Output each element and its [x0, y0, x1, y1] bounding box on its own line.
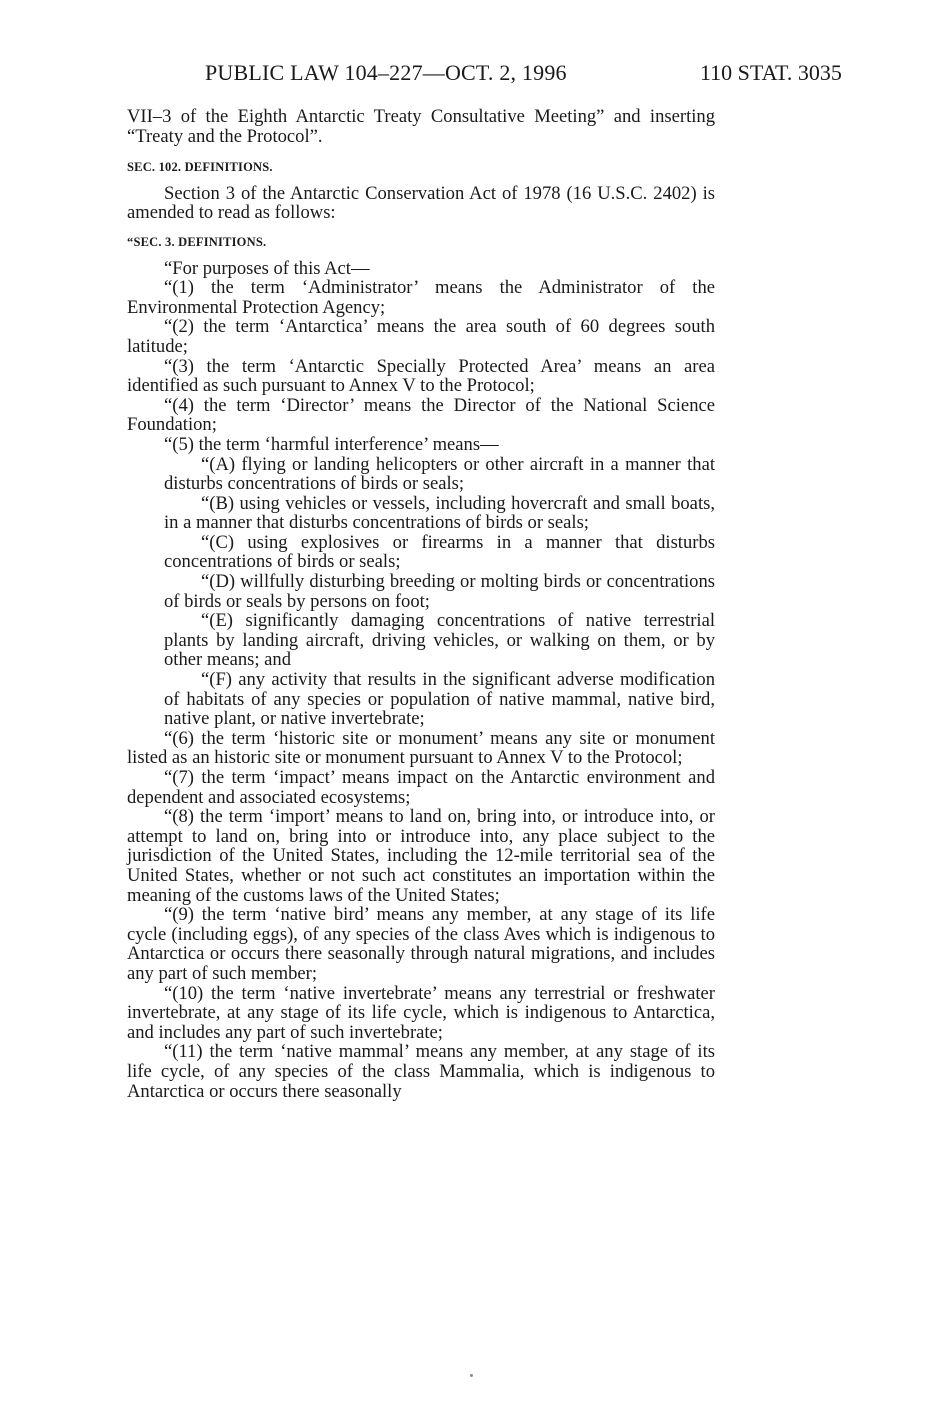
section-3-heading: “SEC. 3. DEFINITIONS. [127, 234, 267, 249]
section-102-heading: SEC. 102. DEFINITIONS. [127, 160, 273, 175]
statute-page-reference: 110 STAT. 3035 [700, 60, 842, 85]
definition-5-c: “(C) using explosives or firearms in a manner that disturbs concentrations of birds or seals; [164, 531, 715, 573]
definition-4: “(4) the term ‘Director’ means the Director of the National Science Foundation; [127, 394, 715, 436]
definition-2: “(2) the term ‘Antarctica’ means the area south of 60 degrees south latitude; [127, 316, 715, 357]
definition-1: “(1) the term ‘Administrator’ means the Administrator of the Environmental Protection Agency; [127, 277, 715, 318]
definition-5-b: “(B) using vehicles or vessels, including hovercraft and small boats, in a manner that disturbs concentrations of birds or seals; [164, 492, 715, 534]
definition-5-f: “(F) any activity that results in the significant adverse modification of habitats of any species or population of native mammal, native bird, native plant, or native invertebrate; [164, 669, 715, 730]
definition-6: “(6) the term ‘historic site or monument’ means any site or monument listed as an historic site or monument pursuant to Annex V to the Protocol; [127, 727, 715, 769]
definitions-intro: “For purposes of this Act— [164, 257, 370, 279]
definition-3: “(3) the term ‘Antarctic Specially Protected Area’ means an area identified as such pursuant to Annex V to the Protocol; [127, 355, 715, 397]
definition-5-e: “(E) significantly damaging concentrations of native terrestrial plants by landing aircraft, driving vehicles, or walking on them, or by other means; and [164, 610, 715, 671]
continuation-text: VII–3 of the Eighth Antarctic Treaty Consultative Meeting” and inserting “Treaty and the Protocol”. [127, 106, 715, 147]
definition-5-a: “(A) flying or landing helicopters or other aircraft in a manner that disturbs concentrations of birds or seals; [164, 453, 715, 495]
document-body [127, 107, 715, 1101]
scan-speck [470, 1374, 473, 1377]
definition-11: “(11) the term ‘native mammal’ means any member, at any stage of its life cycle, of any species of the class Mammalia, which is indigenous to Antarctica or occurs there seasonally [127, 1041, 715, 1102]
definition-5: “(5) the term ‘harmful interference’ means— [164, 433, 499, 455]
definition-9: “(9) the term ‘native bird’ means any member, at any stage of its life cycle (including eggs), of any species of the class Aves which is indigenous to Antarctica or occurs there seasonally through natural migrations, and includes any part of such member; [127, 904, 715, 984]
definition-7: “(7) the term ‘impact’ means impact on the Antarctic environment and dependent and associated ecosystems; [127, 767, 715, 808]
section-102-text: Section 3 of the Antarctic Conservation Act of 1978 (16 U.S.C. 2402) is amended to read as follows: [127, 182, 715, 224]
definition-8: “(8) the term ‘import’ means to land on, bring into, or introduce into, or attempt to land on, bring into or introduce into, any place subject to the jurisdiction of the United States, including the 12-mile territorial sea of the United States, whether or not such act constitutes an importation within the meaning of the customs laws of the United States; [127, 806, 715, 906]
definition-10: “(10) the term ‘native invertebrate’ means any terrestrial or freshwater invertebrate, at any stage of its life cycle, which is indigenous to Antarctica, and includes any part of such invertebrate; [127, 982, 715, 1043]
definition-5-d: “(D) willfully disturbing breeding or molting birds or concentrations of birds or seals by persons on foot; [164, 571, 715, 612]
running-head: PUBLIC LAW 104–227—OCT. 2, 1996 [205, 60, 567, 85]
